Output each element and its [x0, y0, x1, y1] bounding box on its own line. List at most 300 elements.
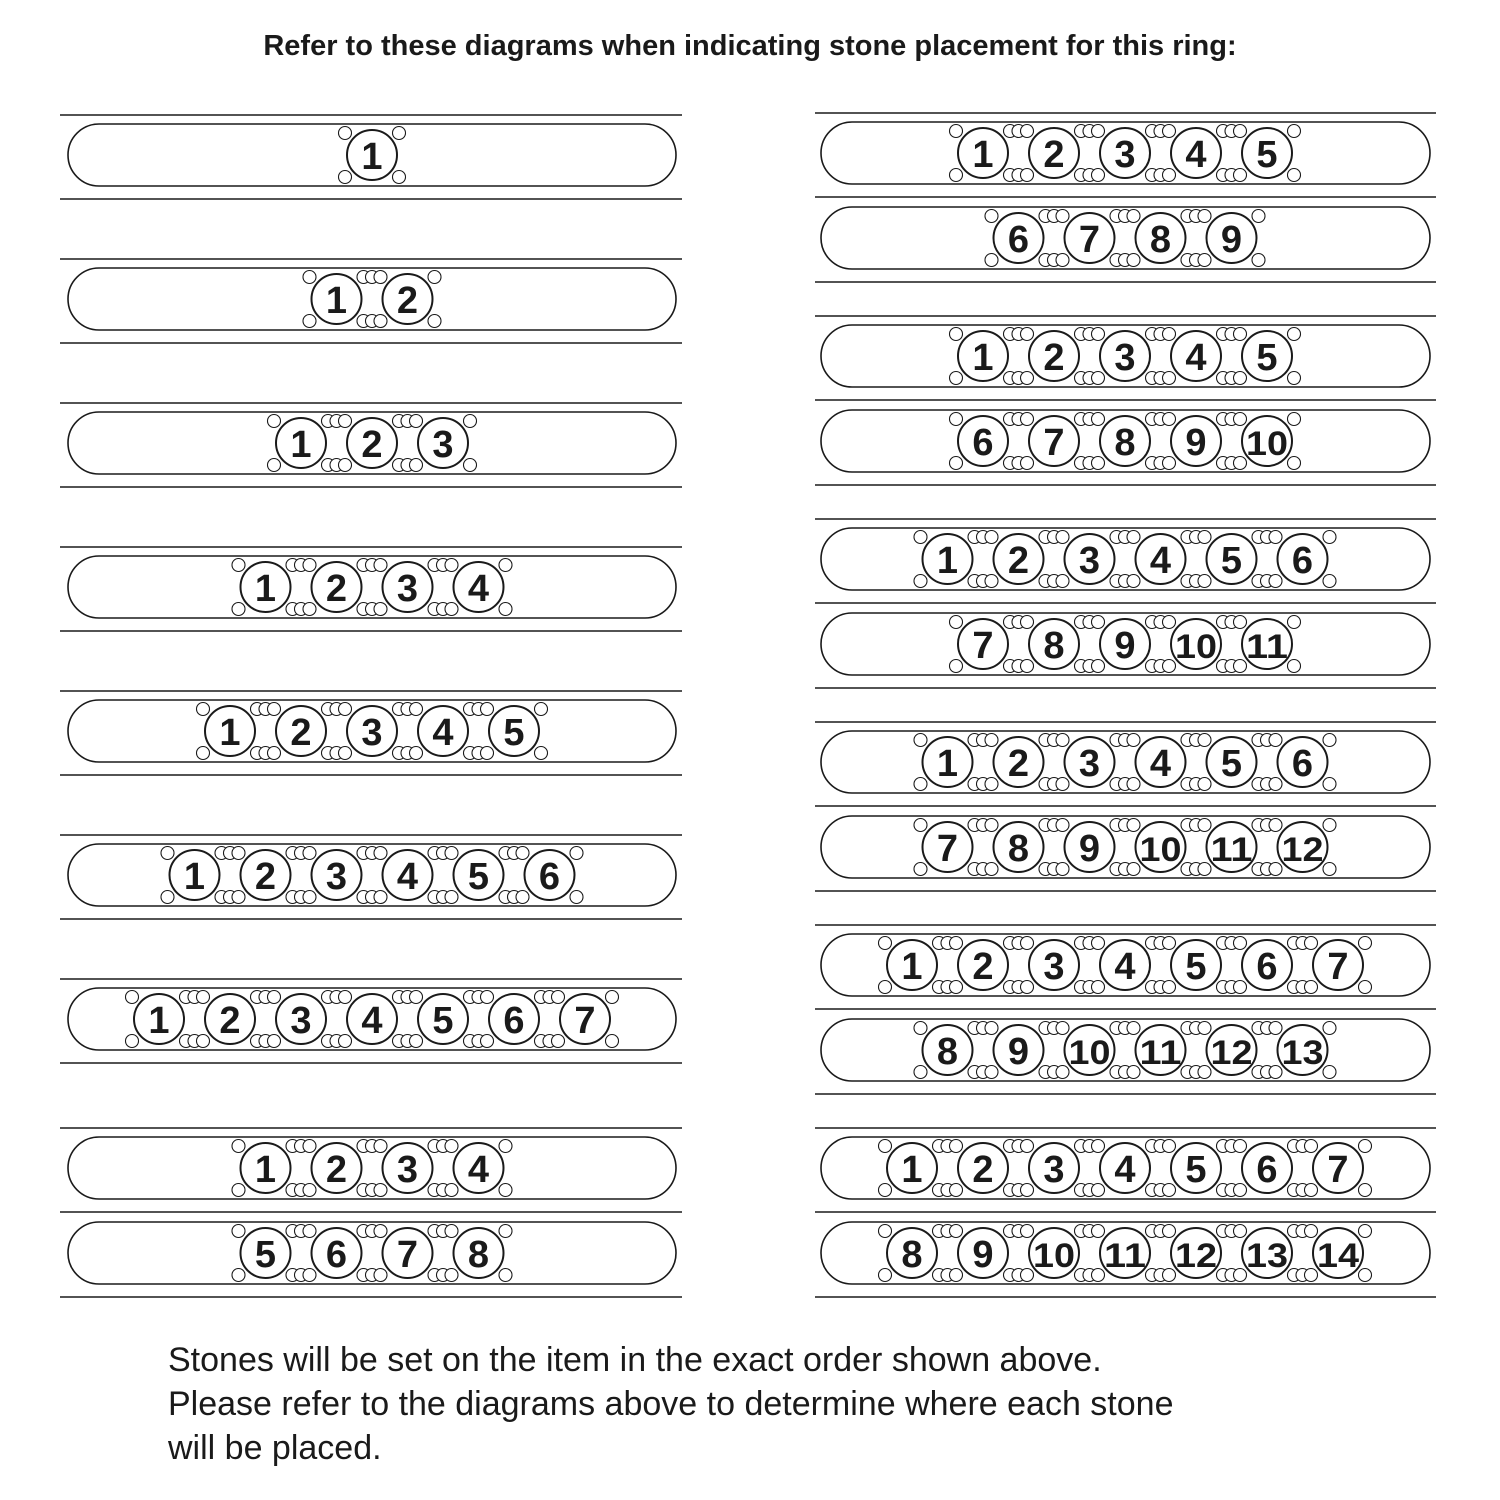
footer-note [168, 1338, 1173, 1470]
accent-stone [879, 1140, 892, 1153]
stone-number: 8 [1114, 422, 1136, 464]
accent-stone [481, 1035, 494, 1048]
accent-stone [1198, 1066, 1211, 1079]
stone-number: 7 [574, 1000, 596, 1042]
accent-stone [1092, 1225, 1105, 1238]
accent-stone [1323, 531, 1336, 544]
accent-stone [950, 937, 963, 950]
accent-stone [1305, 1140, 1318, 1153]
accent-stone [914, 575, 927, 588]
accent-stone [1234, 125, 1247, 138]
accent-stone [1323, 1022, 1336, 1035]
accent-stone [914, 778, 927, 791]
accent-stone [1359, 1140, 1372, 1153]
stone-number: 2 [219, 1000, 241, 1042]
stone-number: 1 [148, 1000, 170, 1042]
accent-stone [1092, 616, 1105, 629]
stone-number: 8 [1007, 828, 1030, 870]
accent-stone [161, 891, 174, 904]
accent-stone [950, 169, 963, 182]
stone-number: 2 [325, 1149, 348, 1191]
accent-stone [1021, 125, 1034, 138]
stone-number: 7 [936, 828, 959, 870]
accent-stone [1269, 819, 1282, 832]
stone-number: 4 [396, 856, 419, 898]
accent-stone [445, 1225, 458, 1238]
accent-stone [268, 747, 281, 760]
accent-stone [606, 991, 619, 1004]
accent-stone [232, 1225, 245, 1238]
accent-stone [606, 1035, 619, 1048]
stone-number: 3 [361, 712, 383, 754]
accent-stone [268, 703, 281, 716]
stone-number: 12 [1281, 831, 1324, 869]
accent-stone [1163, 169, 1176, 182]
accent-stone [1127, 254, 1140, 267]
stone-number: 6 [972, 422, 994, 464]
accent-stone [1234, 169, 1247, 182]
accent-stone [197, 703, 210, 716]
accent-stone [1234, 981, 1247, 994]
accent-stone [1021, 1140, 1034, 1153]
footer-line: will be placed. [168, 1429, 382, 1467]
accent-stone [1163, 457, 1176, 470]
accent-stone [1305, 1184, 1318, 1197]
stone-number: 7 [1078, 219, 1101, 261]
accent-stone [879, 1225, 892, 1238]
stone-number: 8 [1043, 625, 1065, 667]
accent-stone [1359, 1225, 1372, 1238]
accent-stone [197, 991, 210, 1004]
accent-stone [1127, 819, 1140, 832]
accent-stone [1163, 413, 1176, 426]
accent-stone [1021, 328, 1034, 341]
stone-number: 10 [1246, 425, 1288, 463]
stone-number: 1 [219, 712, 241, 754]
stone-number: 12 [1210, 1034, 1253, 1072]
accent-stone [393, 171, 406, 184]
stone-number: 8 [936, 1031, 959, 1073]
stone-number: 3 [1114, 134, 1136, 176]
stone-number: 5 [432, 1000, 454, 1042]
stone-number: 1 [972, 134, 994, 176]
accent-stone [1234, 1184, 1247, 1197]
accent-stone [339, 415, 352, 428]
footer-line: Please refer to the diagrams above to determine where each stone [168, 1385, 1174, 1423]
accent-stone [1305, 981, 1318, 994]
accent-stone [374, 1225, 387, 1238]
stone-number: 3 [290, 1000, 312, 1042]
accent-stone [1127, 778, 1140, 791]
accent-stone [339, 703, 352, 716]
accent-stone [374, 559, 387, 572]
accent-stone [950, 328, 963, 341]
accent-stone [1323, 575, 1336, 588]
accent-stone [410, 459, 423, 472]
accent-stone [1163, 372, 1176, 385]
stone-number: 5 [503, 712, 525, 754]
accent-stone [374, 891, 387, 904]
stone-number: 4 [1185, 337, 1207, 379]
accent-stone [339, 459, 352, 472]
stone-number: 9 [1114, 625, 1136, 667]
accent-stone [161, 847, 174, 860]
accent-stone [499, 1269, 512, 1282]
accent-stone [232, 1269, 245, 1282]
accent-stone [950, 457, 963, 470]
accent-stone [1092, 937, 1105, 950]
stone-number: 4 [432, 712, 454, 754]
stone-number: 14 [1317, 1237, 1360, 1275]
accent-stone [1269, 531, 1282, 544]
stone-number: 3 [1078, 743, 1101, 785]
accent-stone [428, 315, 441, 328]
stone-number: 13 [1281, 1034, 1324, 1072]
accent-stone [1092, 981, 1105, 994]
stone-number: 9 [1185, 422, 1207, 464]
stone-number: 5 [1220, 743, 1243, 785]
stone-number: 10 [1068, 1034, 1111, 1072]
accent-stone [516, 847, 529, 860]
stone-number: 2 [1043, 134, 1065, 176]
accent-stone [1163, 616, 1176, 629]
accent-stone [1021, 616, 1034, 629]
accent-stone [1305, 1225, 1318, 1238]
accent-stone [950, 660, 963, 673]
stone-number: 2 [290, 712, 312, 754]
accent-stone [445, 847, 458, 860]
accent-stone [1163, 1269, 1176, 1282]
stone-number: 13 [1246, 1237, 1288, 1275]
accent-stone [1269, 575, 1282, 588]
accent-stone [1359, 937, 1372, 950]
accent-stone [374, 1269, 387, 1282]
accent-stone [374, 603, 387, 616]
stone-number: 2 [361, 424, 383, 466]
stone-number: 2 [1043, 337, 1065, 379]
accent-stone [445, 891, 458, 904]
stone-number: 11 [1104, 1237, 1146, 1275]
accent-stone [1127, 734, 1140, 747]
stone-number: 11 [1210, 831, 1253, 869]
accent-stone [374, 315, 387, 328]
stone-number: 3 [432, 424, 454, 466]
accent-stone [303, 603, 316, 616]
accent-stone [985, 778, 998, 791]
accent-stone [1234, 616, 1247, 629]
stone-number: 7 [1327, 946, 1349, 988]
accent-stone [1056, 531, 1069, 544]
accent-stone [303, 559, 316, 572]
accent-stone [985, 254, 998, 267]
stone-number: 2 [396, 280, 419, 322]
stone-number: 2 [254, 856, 277, 898]
accent-stone [232, 1184, 245, 1197]
stone-number: 1 [254, 568, 277, 610]
accent-stone [410, 747, 423, 760]
stone-number: 5 [1256, 134, 1278, 176]
accent-stone [950, 125, 963, 138]
accent-stone [393, 127, 406, 140]
accent-stone [1021, 937, 1034, 950]
accent-stone [303, 891, 316, 904]
accent-stone [1056, 778, 1069, 791]
accent-stone [1127, 1022, 1140, 1035]
accent-stone [985, 734, 998, 747]
accent-stone [1021, 660, 1034, 673]
accent-stone [1092, 660, 1105, 673]
accent-stone [1163, 937, 1176, 950]
stone-number: 3 [396, 1149, 419, 1191]
accent-stone [303, 1269, 316, 1282]
accent-stone [879, 1269, 892, 1282]
accent-stone [339, 127, 352, 140]
accent-stone [1198, 575, 1211, 588]
accent-stone [499, 1184, 512, 1197]
accent-stone [1288, 413, 1301, 426]
accent-stone [1198, 863, 1211, 876]
accent-stone [339, 171, 352, 184]
accent-stone [1056, 863, 1069, 876]
accent-stone [1198, 778, 1211, 791]
accent-stone [1021, 457, 1034, 470]
stone-number: 5 [1185, 946, 1207, 988]
stone-number: 9 [1078, 828, 1101, 870]
accent-stone [1056, 254, 1069, 267]
stone-number: 2 [972, 1149, 994, 1191]
accent-stone [445, 1184, 458, 1197]
accent-stone [410, 1035, 423, 1048]
accent-stone [464, 415, 477, 428]
accent-stone [552, 1035, 565, 1048]
stone-number: 4 [361, 1000, 383, 1042]
accent-stone [232, 1140, 245, 1153]
accent-stone [410, 703, 423, 716]
accent-stone [445, 603, 458, 616]
accent-stone [950, 372, 963, 385]
accent-stone [303, 1184, 316, 1197]
stone-number: 10 [1175, 628, 1217, 666]
accent-stone [1092, 1140, 1105, 1153]
stone-number: 1 [290, 424, 312, 466]
accent-stone [339, 991, 352, 1004]
accent-stone [1163, 660, 1176, 673]
accent-stone [1323, 1066, 1336, 1079]
stone-number: 1 [936, 743, 959, 785]
accent-stone [985, 575, 998, 588]
stone-number: 3 [1043, 1149, 1065, 1191]
stone-number: 11 [1139, 1034, 1182, 1072]
accent-stone [1092, 1184, 1105, 1197]
accent-stone [1021, 1225, 1034, 1238]
stone-number: 1 [901, 946, 923, 988]
accent-stone [1288, 372, 1301, 385]
stone-number: 4 [1114, 946, 1136, 988]
page-title: Refer to these diagrams when indicating stone placement for this ring: [263, 30, 1237, 62]
accent-stone [950, 981, 963, 994]
stone-number: 6 [1256, 1149, 1278, 1191]
accent-stone [481, 991, 494, 1004]
stone-number: 5 [1256, 337, 1278, 379]
stone-number: 3 [325, 856, 348, 898]
accent-stone [1305, 937, 1318, 950]
accent-stone [232, 559, 245, 572]
accent-stone [1021, 413, 1034, 426]
accent-stone [1056, 734, 1069, 747]
accent-stone [1288, 328, 1301, 341]
accent-stone [950, 1225, 963, 1238]
accent-stone [950, 616, 963, 629]
accent-stone [570, 891, 583, 904]
stone-number: 6 [1291, 743, 1314, 785]
accent-stone [552, 991, 565, 1004]
accent-stone [1269, 863, 1282, 876]
accent-stone [1234, 1225, 1247, 1238]
accent-stone [1234, 660, 1247, 673]
accent-stone [1359, 981, 1372, 994]
accent-stone [1323, 734, 1336, 747]
accent-stone [1092, 125, 1105, 138]
accent-stone [1163, 1184, 1176, 1197]
stone-number: 1 [325, 280, 348, 322]
stone-number: 5 [467, 856, 490, 898]
accent-stone [499, 1140, 512, 1153]
accent-stone [879, 981, 892, 994]
accent-stone [1198, 1022, 1211, 1035]
accent-stone [1323, 863, 1336, 876]
accent-stone [985, 1066, 998, 1079]
stone-number: 6 [325, 1234, 348, 1276]
stone-number: 3 [396, 568, 419, 610]
accent-stone [445, 1269, 458, 1282]
accent-stone [985, 1022, 998, 1035]
accent-stone [1163, 1225, 1176, 1238]
accent-stone [1127, 1066, 1140, 1079]
stone-number: 7 [1043, 422, 1065, 464]
accent-stone [499, 559, 512, 572]
stone-number: 5 [1185, 1149, 1207, 1191]
stone-number: 12 [1175, 1237, 1217, 1275]
accent-stone [1269, 1022, 1282, 1035]
accent-stone [303, 271, 316, 284]
accent-stone [1092, 1269, 1105, 1282]
stone-number: 4 [1114, 1149, 1136, 1191]
accent-stone [516, 891, 529, 904]
accent-stone [879, 937, 892, 950]
accent-stone [339, 747, 352, 760]
stone-number: 6 [538, 856, 561, 898]
accent-stone [535, 703, 548, 716]
accent-stone [268, 1035, 281, 1048]
accent-stone [1288, 457, 1301, 470]
accent-stone [914, 863, 927, 876]
stone-number: 3 [1043, 946, 1065, 988]
accent-stone [268, 459, 281, 472]
stone-number: 7 [972, 625, 994, 667]
stone-number: 1 [254, 1149, 277, 1191]
accent-stone [499, 603, 512, 616]
accent-stone [374, 271, 387, 284]
accent-stone [1163, 125, 1176, 138]
accent-stone [1198, 254, 1211, 267]
stone-number: 8 [1149, 219, 1172, 261]
accent-stone [1288, 169, 1301, 182]
stone-number: 1 [901, 1149, 923, 1191]
stone-number: 4 [1185, 134, 1207, 176]
accent-stone [914, 1066, 927, 1079]
accent-stone [985, 531, 998, 544]
accent-stone [914, 819, 927, 832]
accent-stone [445, 1140, 458, 1153]
accent-stone [1056, 1066, 1069, 1079]
stone-number: 3 [1114, 337, 1136, 379]
footer-line: Stones will be set on the item in the exact order shown above. [168, 1341, 1102, 1379]
accent-stone [1359, 1184, 1372, 1197]
accent-stone [1021, 372, 1034, 385]
accent-stone [1092, 169, 1105, 182]
accent-stone [1234, 937, 1247, 950]
accent-stone [410, 415, 423, 428]
accent-stone [1056, 1022, 1069, 1035]
accent-stone [879, 1184, 892, 1197]
accent-stone [197, 1035, 210, 1048]
accent-stone [197, 747, 210, 760]
stone-number: 5 [254, 1234, 277, 1276]
accent-stone [464, 459, 477, 472]
stone-number: 6 [1256, 946, 1278, 988]
accent-stone [1323, 778, 1336, 791]
accent-stone [1234, 1269, 1247, 1282]
accent-stone [1163, 1140, 1176, 1153]
accent-stone [1359, 1269, 1372, 1282]
accent-stone [481, 747, 494, 760]
accent-stone [126, 1035, 139, 1048]
accent-stone [985, 863, 998, 876]
accent-stone [570, 847, 583, 860]
stone-number: 9 [1007, 1031, 1030, 1073]
stone-number: 3 [1078, 540, 1101, 582]
stone-number: 1 [936, 540, 959, 582]
accent-stone [985, 819, 998, 832]
accent-stone [1021, 981, 1034, 994]
accent-stone [1234, 413, 1247, 426]
accent-stone [499, 1225, 512, 1238]
accent-stone [374, 847, 387, 860]
stone-number: 4 [1149, 540, 1172, 582]
accent-stone [1198, 819, 1211, 832]
accent-stone [1198, 531, 1211, 544]
accent-stone [1092, 328, 1105, 341]
stone-number: 9 [972, 1234, 994, 1276]
accent-stone [428, 271, 441, 284]
accent-stone [303, 1225, 316, 1238]
accent-stone [1021, 1269, 1034, 1282]
accent-stone [1252, 254, 1265, 267]
accent-stone [1092, 413, 1105, 426]
stone-number: 4 [467, 568, 490, 610]
accent-stone [303, 1140, 316, 1153]
accent-stone [914, 734, 927, 747]
accent-stone [1269, 778, 1282, 791]
accent-stone [126, 991, 139, 1004]
accent-stone [1234, 328, 1247, 341]
accent-stone [445, 559, 458, 572]
stone-number: 10 [1033, 1237, 1075, 1275]
accent-stone [985, 210, 998, 223]
accent-stone [914, 1022, 927, 1035]
stone-number: 2 [1007, 540, 1030, 582]
accent-stone [1234, 1140, 1247, 1153]
